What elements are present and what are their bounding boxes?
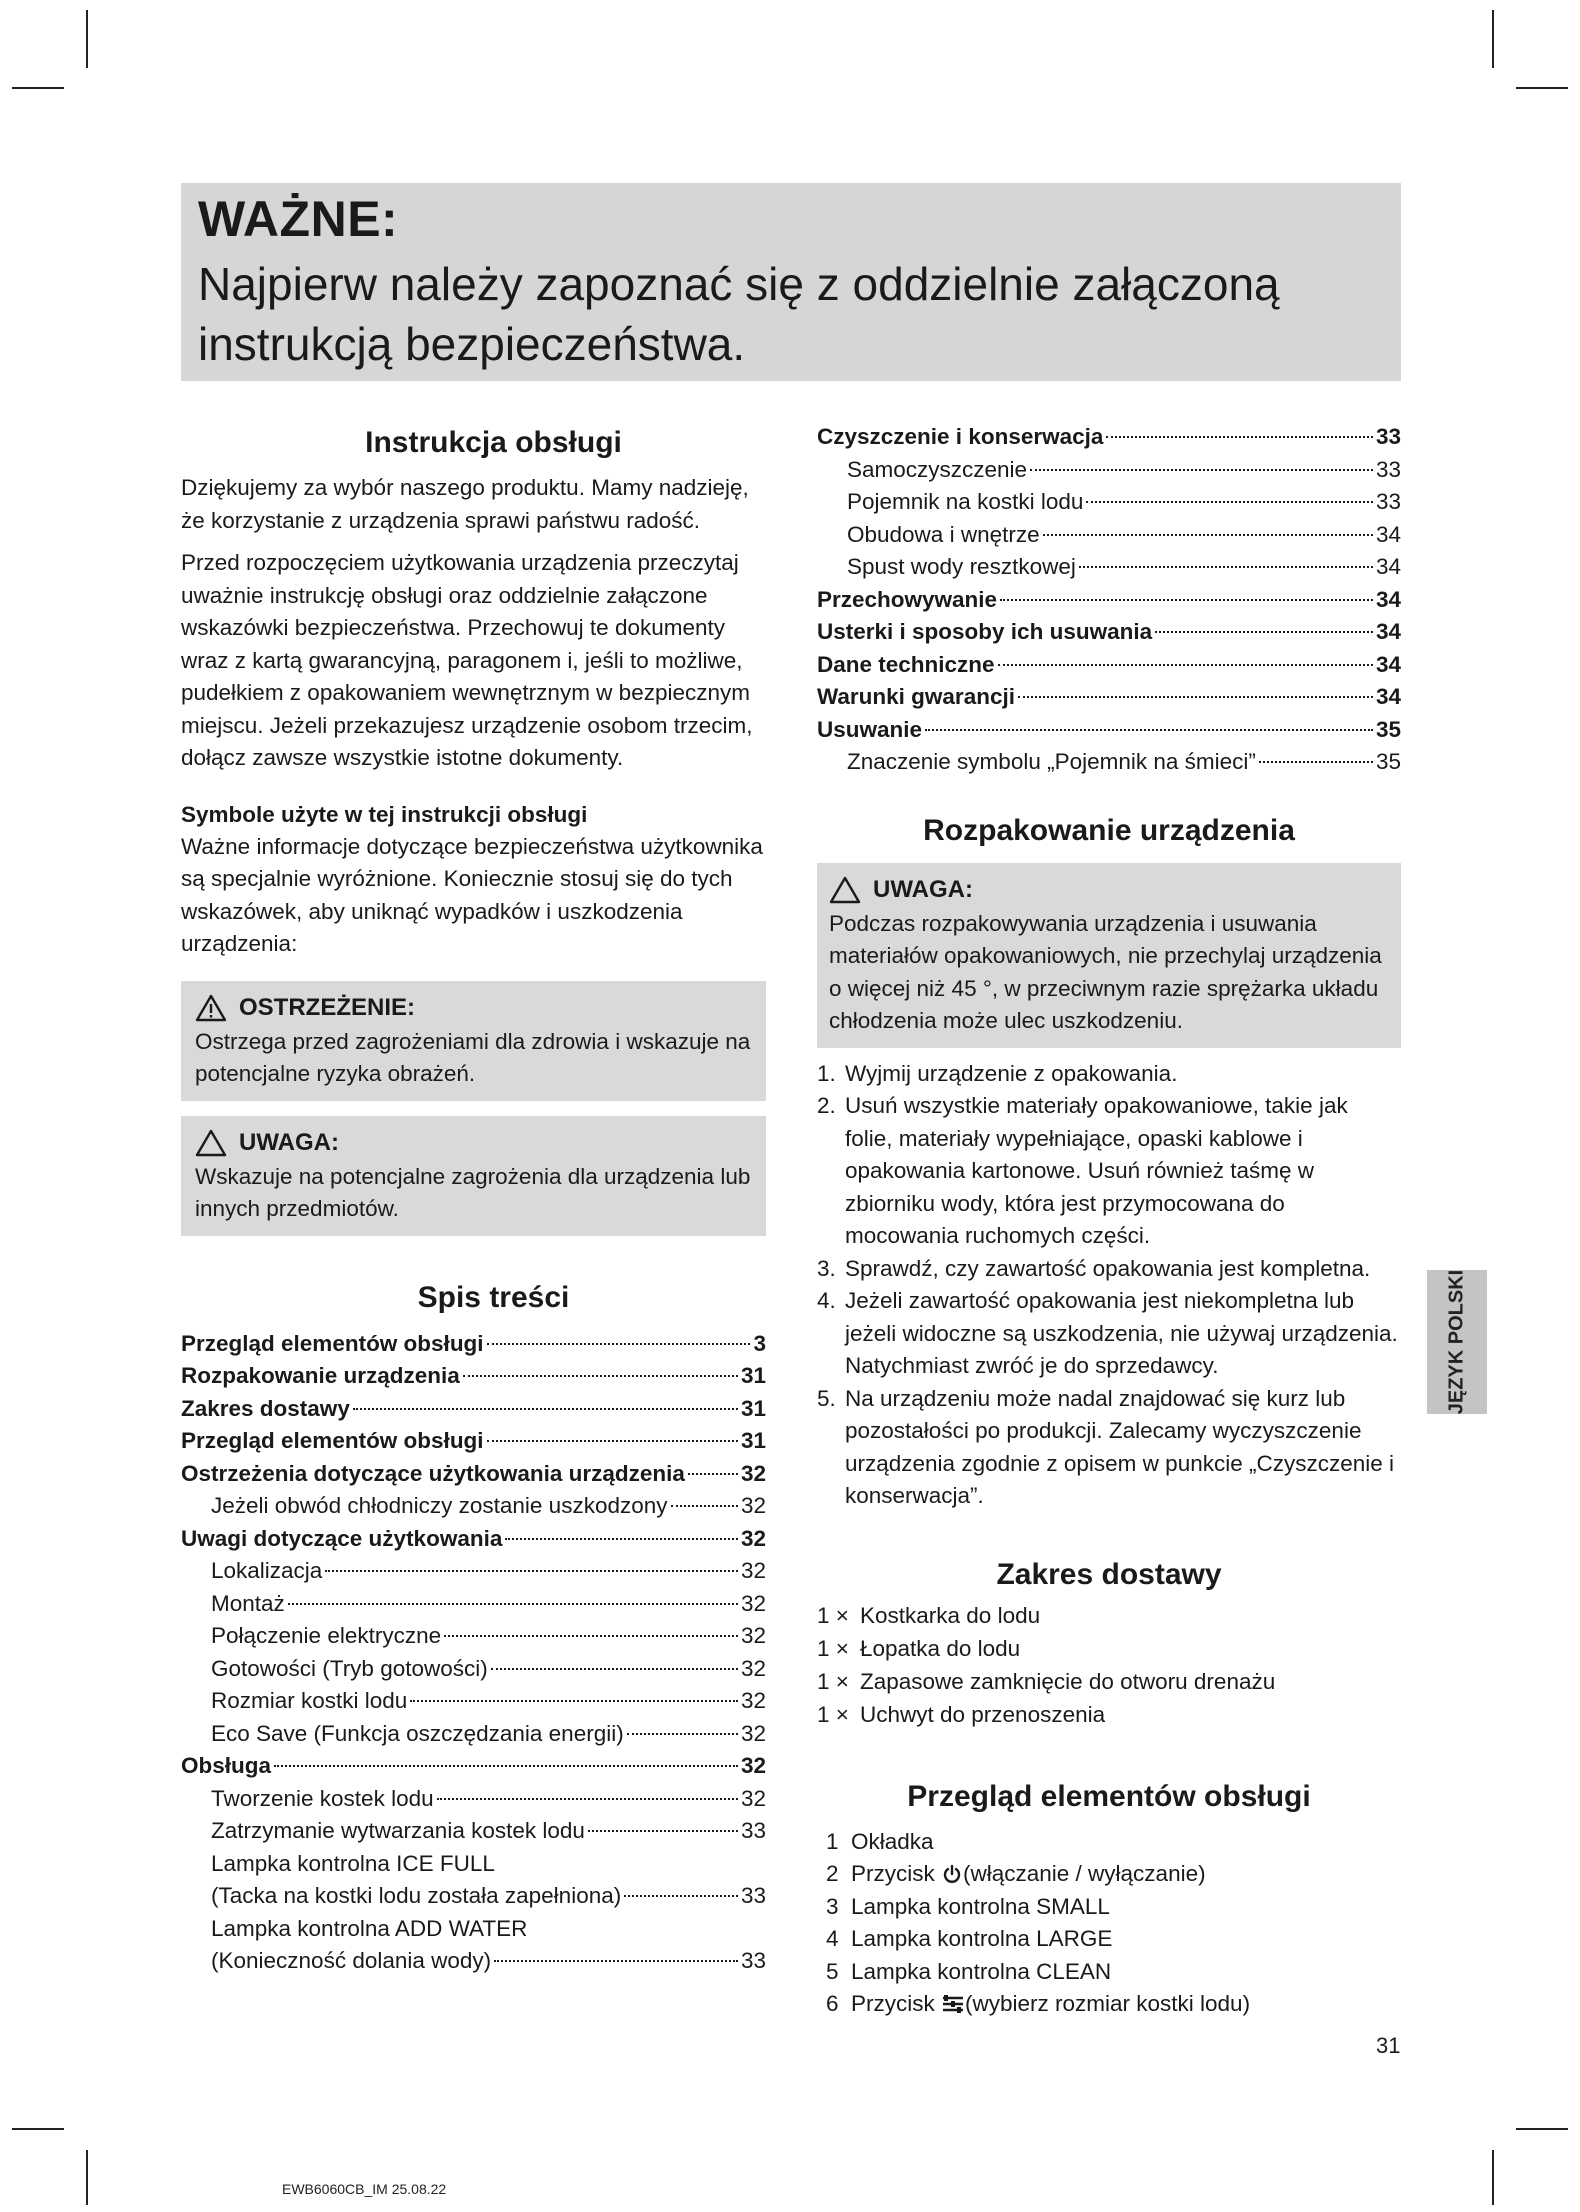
toc-entry-label: Obudowa i wnętrze — [847, 521, 1040, 547]
right-column — [817, 425, 1401, 2021]
important-banner — [181, 183, 1401, 381]
delivery-qty: 1 × — [817, 1602, 849, 1628]
toc-entry — [181, 1653, 766, 1686]
toc-entry-page: 32 — [740, 1460, 766, 1486]
language-tab — [1427, 1270, 1487, 1414]
toc-entry-page: 32 — [740, 1558, 766, 1583]
toc-entry — [181, 1815, 766, 1848]
caution-text: Wskazuje na potencjalne zagrożenia dla urządzenia lub innych przedmiotów. — [195, 1163, 751, 1221]
toc-leader-dots — [1043, 534, 1373, 536]
toc-leader-dots — [671, 1505, 738, 1507]
toc-list-left — [181, 1328, 766, 1978]
step-number: 2. — [817, 1093, 836, 1118]
toc-entry — [817, 584, 1401, 617]
step-text: Wyjmij urządzenie z opakowania. — [845, 1060, 1178, 1086]
step-text: Sprawdź, czy zawartość opakowania jest kompletna. — [845, 1255, 1371, 1281]
toc-leader-dots — [487, 1343, 751, 1345]
toc-entry-page: 31 — [740, 1363, 766, 1388]
toc-entry — [817, 616, 1401, 649]
toc-entry-page: 31 — [740, 1428, 766, 1453]
warning-text: Ostrzega przed zagrożeniami dla zdrowia i wskazuje na potencjalne ryzyka obrażeń. — [195, 1028, 751, 1086]
toc-entry-page: 35 — [1375, 749, 1401, 774]
delivery-item-name: Uchwyt do przenoszenia — [860, 1701, 1106, 1727]
toc-leader-dots — [925, 729, 1373, 731]
unpack-step — [817, 1058, 1401, 1091]
toc-entry-page: 33 — [740, 1883, 766, 1908]
toc-entry-label: Montaż — [211, 1590, 285, 1616]
unpack-step — [817, 1383, 1401, 1513]
toc-entry: Lampka kontrolna ICE FULL — [211, 1850, 495, 1876]
toc-leader-dots — [444, 1635, 738, 1637]
control-label: Lampka kontrolna LARGE — [851, 1926, 1113, 1951]
toc-entry-page: 32 — [740, 1493, 766, 1518]
unpack-caution-text: Podczas rozpakowywania urządzenia i usuwania materiałów opakowaniowych, nie przechylaj urządzenia o więcej niż 45 °, w przeciwnym razie sprężarka układu chłodzenia może ulec uszkodzeniu. — [829, 910, 1382, 1033]
toc-entry-label: Przechowywanie — [817, 586, 998, 612]
control-label: Przycisk — [851, 1991, 941, 2016]
crop-mark — [86, 10, 88, 68]
toc-entry-page: 32 — [740, 1655, 766, 1681]
toc-leader-dots — [588, 1830, 738, 1832]
toc-leader-dots — [627, 1733, 738, 1735]
toc-entry-label: Tworzenie kostek lodu — [211, 1785, 434, 1811]
toc-leader-dots — [505, 1538, 738, 1540]
unpack-heading: Rozpakowanie urządzenia — [923, 813, 1295, 847]
intro-paragraph-2: Przed rozpoczęciem użytkowania urządzenia przeczytaj uważnie instrukcję obsługi oraz oddzielnie załączone wskazówki bezpieczeństwa. Przechowuj te dokumenty wraz z kartą gwarancyjną, paragonem i, jeśli to możliwe, pudełkiem z opakowaniem wewnętrznym w bezpiecznym miejscu. Jeżeli przekazujesz urządzenie osobom trzecim, dołącz zawsze wszystkie istotne dokumenty. — [181, 550, 753, 770]
toc-entry-page: 32 — [740, 1688, 766, 1713]
toc-entry-page: 34 — [1375, 521, 1401, 547]
crop-mark — [1492, 10, 1494, 68]
toc-entry-label: Samoczyszczenie — [847, 456, 1028, 482]
toc-entry-label: Dane techniczne — [817, 651, 995, 677]
toc-entry-page: 34 — [1375, 619, 1401, 644]
ice-size-icon — [942, 1994, 964, 2014]
delivery-item — [817, 1599, 1401, 1632]
unpack-step — [817, 1285, 1401, 1383]
toc-entry — [817, 454, 1401, 487]
toc-entry-page: 32 — [740, 1590, 766, 1616]
toc-entry — [181, 1750, 766, 1783]
caution-title: UWAGA: — [239, 1128, 339, 1156]
control-label: Przycisk — [851, 1861, 941, 1886]
toc-entry-label: Ostrzeżenia dotyczące użytkowania urządzenia — [181, 1460, 685, 1486]
toc-entry — [817, 746, 1401, 779]
step-number: 5. — [817, 1385, 836, 1411]
crop-mark — [1492, 2150, 1494, 2205]
footer-code: EWB6060CB_IM 25.08.22 — [282, 2181, 447, 2197]
toc-entry — [181, 1360, 766, 1393]
toc-entry-label: (Tacka na kostki lodu została zapełniona) — [211, 1883, 622, 1908]
warning-triangle-icon — [195, 994, 227, 1022]
toc-entry — [181, 1523, 766, 1556]
symbols-text: Ważne informacje dotyczące bezpieczeństwa użytkownika są specjalnie wyróżnione. Koniecznie stosuj się do tych wskazówek, aby uniknąć wypadków i uszkodzenia urządzenia: — [181, 833, 763, 956]
delivery-list — [817, 1599, 1401, 1731]
toc-entry-page: 34 — [1375, 651, 1401, 677]
banner-title: WAŻNE: — [198, 191, 399, 247]
control-item — [817, 1858, 1401, 1891]
toc-entry — [181, 1588, 766, 1621]
toc-entry-label: Pojemnik na kostki lodu — [847, 489, 1084, 514]
delivery-heading: Zakres dostawy — [996, 1557, 1222, 1591]
banner-text: Najpierw należy zapoznać się z oddzielnie załączoną instrukcją bezpieczeństwa. — [198, 258, 1280, 370]
toc-entry-page: 33 — [740, 1948, 766, 1973]
control-number: 5 — [826, 1958, 839, 1984]
toc-leader-dots — [1018, 696, 1373, 698]
toc-entry — [817, 421, 1401, 454]
toc-leader-dots — [353, 1408, 738, 1410]
crop-mark — [12, 87, 64, 89]
control-description: (włączanie / wyłączanie) — [963, 1861, 1206, 1886]
toc-entry-label: Spust wody resztkowej — [847, 554, 1076, 579]
warning-box — [181, 981, 766, 1101]
toc-entry — [181, 1783, 766, 1816]
toc-leader-dots — [1086, 501, 1373, 503]
control-number: 1 — [826, 1828, 839, 1854]
toc-entry-page: 33 — [740, 1818, 766, 1843]
control-number: 2 — [826, 1861, 839, 1886]
language-tab-label: JĘZYK POLSKI — [1445, 1269, 1468, 1415]
control-item — [817, 1923, 1401, 1956]
toc-leader-dots — [494, 1960, 738, 1962]
toc-entry-label: Eco Save (Funkcja oszczędzania energii) — [211, 1720, 624, 1746]
caution-triangle-icon — [195, 1129, 227, 1157]
control-item — [817, 1826, 1401, 1859]
toc-leader-dots — [1030, 469, 1373, 471]
toc-entry-label: Uwagi dotyczące użytkowania — [181, 1525, 503, 1551]
toc-entry-page: 34 — [1375, 554, 1401, 579]
toc-leader-dots — [325, 1570, 738, 1572]
control-number: 3 — [826, 1893, 839, 1919]
unpack-caution-title: UWAGA: — [873, 875, 973, 903]
control-label: Lampka kontrolna SMALL — [851, 1893, 1110, 1919]
toc-leader-dots — [274, 1765, 738, 1767]
warning-title: OSTRZEŻENIE: — [239, 993, 416, 1021]
delivery-item — [817, 1698, 1401, 1731]
page-number: 31 — [1376, 2033, 1401, 2058]
step-number: 1. — [817, 1060, 836, 1086]
toc-entry-page: 33 — [1375, 456, 1401, 482]
control-item — [817, 1988, 1401, 2021]
toc-entry — [181, 1458, 766, 1491]
toc-entry-label: Rozmiar kostki lodu — [211, 1688, 408, 1713]
toc-entry — [181, 1620, 766, 1653]
control-item — [817, 1956, 1401, 1989]
control-label: Okładka — [851, 1828, 934, 1854]
toc-entry — [817, 649, 1401, 682]
toc-leader-dots — [487, 1440, 738, 1442]
toc-entry-page: 3 — [753, 1330, 766, 1356]
toc-entry-page: 32 — [740, 1720, 766, 1746]
toc-entry-page: 32 — [740, 1525, 766, 1551]
toc-leader-dots — [463, 1375, 738, 1377]
delivery-item — [817, 1632, 1401, 1665]
toc-entry-page: 34 — [1375, 586, 1401, 612]
step-text: Usuń wszystkie materiały opakowaniowe, takie jak folie, materiały wypełniające, opaski kablowe i opakowania kartonowe. Usuń również taśmę w zbiorniku wody, która jest przymocowana do mocowania ruchomych części. — [845, 1093, 1348, 1248]
toc-entry — [181, 1685, 766, 1718]
toc-leader-dots — [437, 1798, 738, 1800]
toc-entry-label: (Konieczność dolania wody) — [211, 1948, 492, 1973]
toc-entry-page: 32 — [740, 1623, 766, 1648]
toc-leader-dots — [1259, 761, 1373, 763]
manual-heading: Instrukcja obsługi — [365, 426, 622, 459]
toc-entry — [181, 1880, 766, 1913]
toc-entry — [181, 1425, 766, 1458]
step-number: 3. — [817, 1255, 836, 1281]
unpack-step — [817, 1253, 1401, 1286]
toc-entry-label: Czyszczenie i konserwacja — [817, 424, 1104, 449]
toc-entry — [181, 1490, 766, 1523]
toc-entry-label: Obsługa — [181, 1753, 272, 1778]
toc-leader-dots — [1106, 436, 1373, 438]
crop-mark — [12, 2128, 64, 2130]
toc-entry-page: 33 — [1375, 489, 1401, 514]
symbols-title: Symbole użyte w tej instrukcji obsługi — [181, 801, 588, 827]
toc-entry-page: 32 — [740, 1753, 766, 1778]
toc-heading: Spis treści — [417, 1280, 570, 1314]
toc-entry-page: 31 — [740, 1395, 766, 1421]
toc-entry — [181, 1328, 766, 1361]
toc-entry-page: 33 — [1375, 424, 1401, 449]
toc-entry-label: Połączenie elektryczne — [211, 1623, 442, 1648]
control-item — [817, 1891, 1401, 1924]
toc-entry-label: Lokalizacja — [211, 1558, 323, 1583]
toc-entry — [817, 486, 1401, 519]
toc-entry-label: Zatrzymanie wytwarzania kostek lodu — [211, 1818, 585, 1843]
unpack-steps — [817, 1058, 1401, 1513]
toc-leader-dots — [624, 1895, 738, 1897]
toc-leader-dots — [288, 1603, 738, 1605]
toc-entry-page: 34 — [1375, 684, 1401, 709]
toc-leader-dots — [1155, 631, 1373, 633]
toc-entry-label: Warunki gwarancji — [817, 684, 1015, 709]
toc-entry-label: Usuwanie — [817, 716, 923, 742]
toc-entry-label: Przegląd elementów obsługi — [181, 1330, 484, 1356]
delivery-item-name: Kostkarka do lodu — [860, 1602, 1041, 1628]
toc-entry-label: Usterki i sposoby ich usuwania — [817, 619, 1153, 644]
toc-entry-label: Gotowości (Tryb gotowości) — [211, 1655, 488, 1681]
power-icon — [942, 1864, 962, 1884]
toc-list-right — [817, 421, 1401, 779]
toc-entry — [181, 1555, 766, 1588]
delivery-item-name: Zapasowe zamknięcie do otworu drenażu — [860, 1668, 1276, 1694]
toc-entry — [817, 714, 1401, 747]
intro-paragraph-1: Dziękujemy za wybór naszego produktu. Mamy nadzieję, że korzystanie z urządzenia sprawi państwu radość. — [181, 475, 749, 533]
toc-entry: Lampka kontrolna ADD WATER — [211, 1915, 528, 1941]
toc-entry — [181, 1393, 766, 1426]
crop-mark — [1516, 87, 1568, 89]
toc-leader-dots — [1000, 599, 1373, 601]
step-text: Na urządzeniu może nadal znajdować się kurz lub pozostałości po produkcji. Zalecamy wyczyszczenie urządzenia zgodnie z opisem w punkcie „Czyszczenie i konserwacja”. — [845, 1385, 1395, 1508]
caution-box — [181, 1116, 766, 1236]
toc-entry-label: Jeżeli obwód chłodniczy zostanie uszkodzony — [211, 1493, 668, 1518]
control-number: 6 — [826, 1991, 839, 2016]
delivery-item — [817, 1665, 1401, 1698]
left-column — [181, 425, 766, 1978]
step-text: Jeżeli zawartość opakowania jest niekompletna lub jeżeli widoczne są uszkodzenia, nie używaj urządzenia. Natychmiast zwróć je do sprzedawcy. — [845, 1288, 1398, 1378]
toc-entry — [181, 1718, 766, 1751]
unpack-step — [817, 1090, 1401, 1253]
toc-leader-dots — [491, 1668, 738, 1670]
toc-leader-dots — [998, 664, 1373, 666]
toc-entry-page: 35 — [1375, 716, 1401, 742]
controls-heading: Przegląd elementów obsługi — [907, 1779, 1311, 1813]
delivery-qty: 1 × — [817, 1701, 849, 1727]
crop-mark — [1516, 2128, 1568, 2130]
toc-entry — [817, 681, 1401, 714]
toc-entry-label: Zakres dostawy — [181, 1395, 350, 1421]
caution-triangle-icon — [829, 876, 861, 904]
toc-leader-dots — [410, 1700, 738, 1702]
control-description: (wybierz rozmiar kostki lodu) — [965, 1991, 1251, 2016]
control-number: 4 — [826, 1926, 839, 1951]
toc-leader-dots — [688, 1473, 738, 1475]
toc-entry — [181, 1945, 766, 1978]
delivery-item-name: Łopatka do lodu — [860, 1635, 1021, 1661]
toc-entry — [817, 519, 1401, 552]
toc-leader-dots — [1079, 566, 1373, 568]
toc-entry-label: Rozpakowanie urządzenia — [181, 1363, 460, 1388]
toc-entry-label: Znaczenie symbolu „Pojemnik na śmieci” — [847, 749, 1256, 774]
toc-entry-page: 32 — [740, 1785, 766, 1811]
unpack-caution-box — [817, 863, 1401, 1048]
controls-list — [817, 1826, 1401, 2021]
toc-entry-label: Przegląd elementów obsługi — [181, 1428, 484, 1453]
toc-entry — [817, 551, 1401, 584]
crop-mark — [86, 2150, 88, 2205]
delivery-qty: 1 × — [817, 1635, 849, 1661]
step-number: 4. — [817, 1288, 836, 1313]
delivery-qty: 1 × — [817, 1668, 849, 1694]
control-label: Lampka kontrolna CLEAN — [851, 1958, 1112, 1984]
